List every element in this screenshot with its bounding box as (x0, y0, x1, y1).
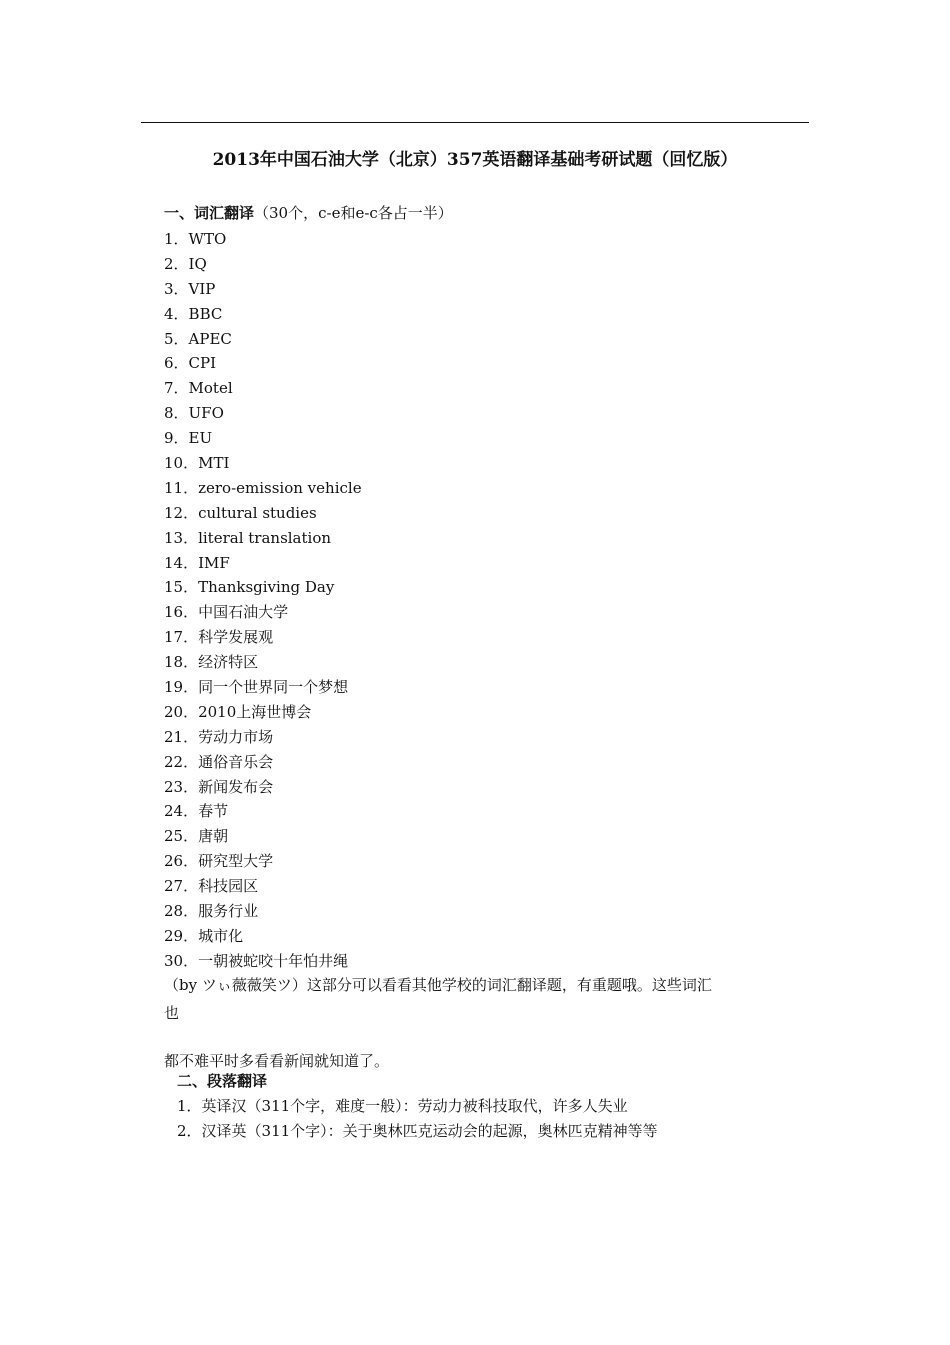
section1-note-line: 也 (164, 1004, 180, 1022)
vocab-item: 7．Motel (164, 379, 233, 398)
section1-note-line: （by ツぃ薇薇笑ツ）这部分可以看看其他学校的词汇翻译题，有重题哦。这些词汇 (164, 976, 712, 994)
vocab-item: 20．2010上海世博会 (164, 702, 312, 721)
vocab-item: 4．BBC (164, 304, 223, 323)
document-title: 2013年中国石油大学（北京）357英语翻译基础考研试题（回忆版） (212, 150, 738, 170)
vocab-item: 18．经济特区 (164, 653, 259, 672)
vocab-item: 5．APEC (164, 329, 232, 348)
vocab-item: 21．劳动力市场 (164, 727, 274, 746)
vocab-item: 8．UFO (164, 404, 224, 423)
vocab-item: 25．唐朝 (164, 827, 229, 846)
header-rule (141, 122, 809, 123)
vocab-item: 14．IMF (164, 553, 230, 572)
section1-note-line: 都不难平时多看看新闻就知道了。 (164, 1052, 390, 1070)
vocab-item: 10．MTI (164, 454, 230, 473)
vocab-item: 23．新闻发布会 (164, 777, 274, 796)
vocab-item: 17．科学发展观 (164, 628, 274, 647)
vocab-item: 13．literal translation (164, 528, 332, 547)
vocab-item: 19．同一个世界同一个梦想 (164, 678, 349, 697)
vocab-item: 28．服务行业 (164, 902, 259, 921)
paragraph-translation-list (177, 1094, 658, 1144)
section1-heading-title: 一、词汇翻译 (164, 204, 255, 222)
vocab-item: 27．科技园区 (164, 877, 259, 896)
vocab-item: 29．城市化 (164, 926, 244, 945)
section2-heading: 二、段落翻译 (177, 1072, 268, 1090)
section1-heading-note: （30个，c-e和e-c各占一半） (254, 204, 453, 222)
vocab-item: 26．研究型大学 (164, 852, 274, 871)
vocab-item: 6．CPI (164, 354, 217, 373)
paragraph-item: 2．汉译英（311个字）：关于奥林匹克运动会的起源，奥林匹克精神等等 (177, 1122, 658, 1140)
vocab-item: 12．cultural studies (164, 503, 317, 522)
vocab-item: 2．IQ (164, 254, 207, 273)
paragraph-item: 1．英译汉（311个字，难度一般）：劳动力被科技取代，许多人失业 (177, 1097, 628, 1115)
section1-heading (164, 202, 453, 224)
vocab-item: 15．Thanksgiving Day (164, 578, 335, 597)
vocab-item: 3．VIP (164, 279, 216, 298)
vocab-item: 9．EU (164, 429, 213, 448)
vocabulary-list (164, 227, 362, 974)
vocab-item: 16．中国石油大学 (164, 603, 289, 622)
vocab-item: 30．一朝被蛇咬十年怕井绳 (164, 951, 349, 970)
vocab-item: 24．春节 (164, 802, 229, 821)
vocab-item: 11．zero-emission vehicle (164, 478, 362, 497)
vocab-item: 1．WTO (164, 230, 227, 248)
vocab-item: 22．通俗音乐会 (164, 752, 274, 771)
